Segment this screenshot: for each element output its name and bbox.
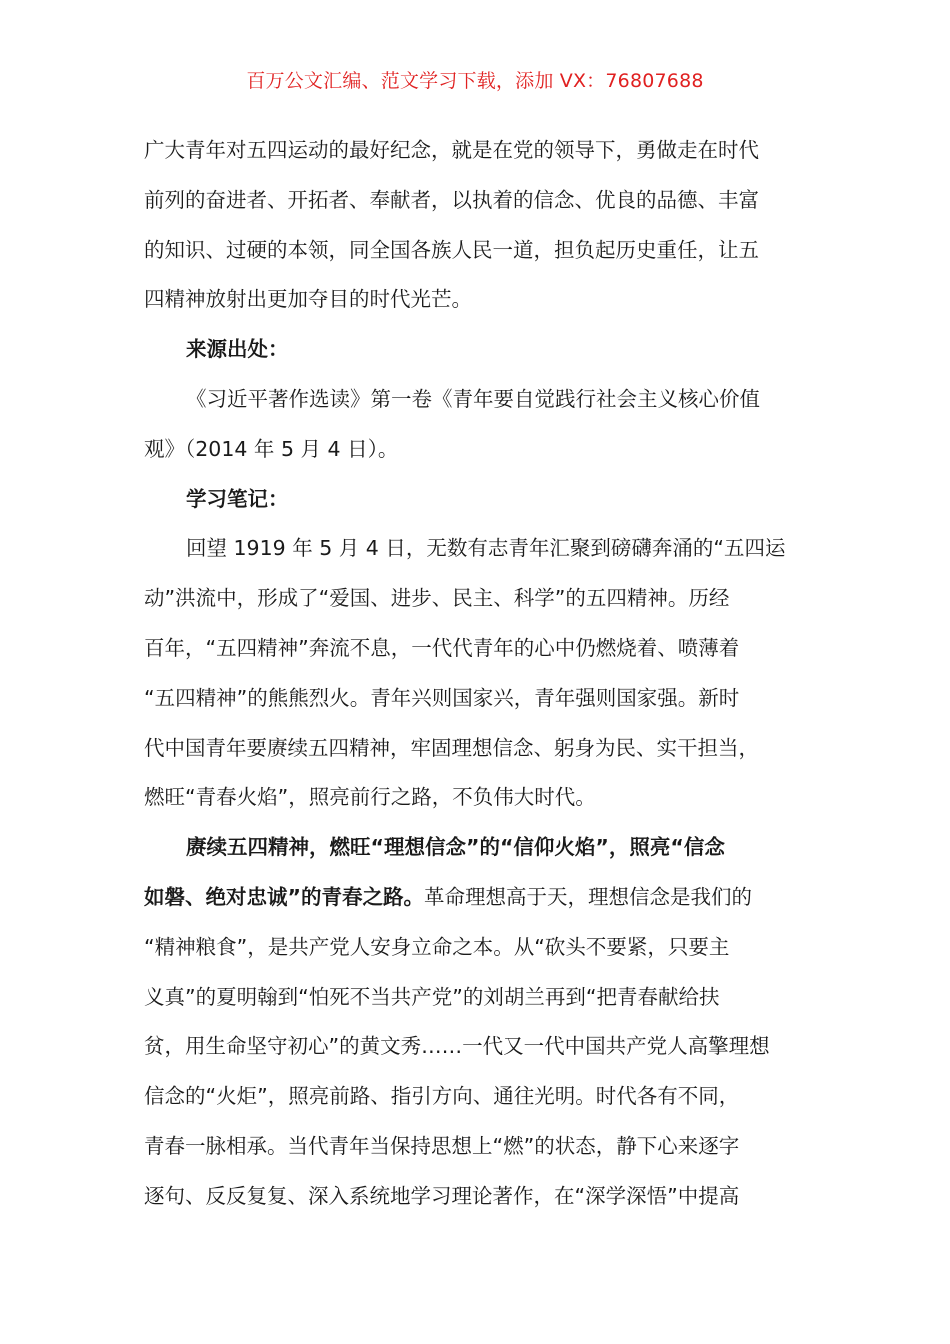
paragraph-line: 代中国青年要赓续五四精神，牢固理想信念、躬身为民、实干担当， [144, 735, 759, 760]
paragraph-line: 动”洪流中，形成了“爱国、进步、民主、科学”的五四精神。历经 [144, 586, 730, 611]
section-heading-source: 来源出处： [186, 337, 289, 362]
paragraph-line: “五四精神”的熊熊烈火。青年兴则国家兴，青年强则国家强。新时 [144, 685, 740, 710]
paragraph-line: 百年，“五四精神”奔流不息，一代代青年的心中仍燃烧着、喷薄着 [144, 635, 740, 660]
paragraph-line: 逐句、反反复复、深入系统地学习理论著作，在“深学深悟”中提高 [144, 1183, 740, 1208]
paragraph-line: 观》（2014 年 5 月 4 日）。 [144, 436, 399, 461]
paragraph-line: 燃旺“青春火焰”，照亮前行之路，不负伟大时代。 [144, 785, 596, 810]
paragraph-line: 青春一脉相承。当代青年当保持思想上“燃”的状态，静下心来逐字 [144, 1133, 740, 1158]
paragraph-line: 四精神放射出更加夺目的时代光芒。 [144, 287, 472, 312]
paragraph-line: 义真”的夏明翰到“怕死不当共产党”的刘胡兰再到“把青春献给扶 [144, 984, 720, 1009]
paragraph-line: 广大青年对五四运动的最好纪念，就是在党的领导下，勇做走在时代 [144, 138, 759, 162]
header-banner: 百万公文汇编、范文学习下载，添加 VX：76807688 [246, 70, 704, 92]
paragraph-line: 的知识、过硬的本领，同全国各族人民一道，担负起历史重任，让五 [144, 237, 759, 262]
paragraph-line: “精神粮食”，是共产党人安身立命之本。从“砍头不要紧，只要主 [144, 934, 730, 959]
section-heading-notes: 学习笔记： [186, 486, 289, 511]
document-body [144, 126, 806, 1222]
paragraph-line: 《习近平著作选读》第一卷《青年要自觉践行社会主义核心价值 [186, 386, 760, 411]
bold-lead-line: 赓续五四精神，燃旺“理想信念”的“信仰火焰”，照亮“信念 [186, 835, 725, 860]
paragraph-line: 信念的“火炬”，照亮前路、指引方向、通往光明。时代各有不同， [144, 1084, 740, 1109]
bold-lead-fragment: 如磐、绝对忠诚”的青春之路。 [144, 884, 424, 909]
paragraph-line: 前列的奋进者、开拓者、奉献者，以执着的信念、优良的品德、丰富 [144, 187, 759, 212]
paragraph-line [144, 873, 806, 923]
paragraph-fragment: 革命理想高于天，理想信念是我们的 [423, 884, 752, 909]
paragraph-line: 回望 1919 年 5 月 4 日，无数有志青年汇聚到磅礴奔涌的“五四运 [186, 536, 786, 561]
paragraph-line: 贫，用生命坚守初心”的黄文秀……一代又一代中国共产党人高擎理想 [144, 1034, 770, 1059]
